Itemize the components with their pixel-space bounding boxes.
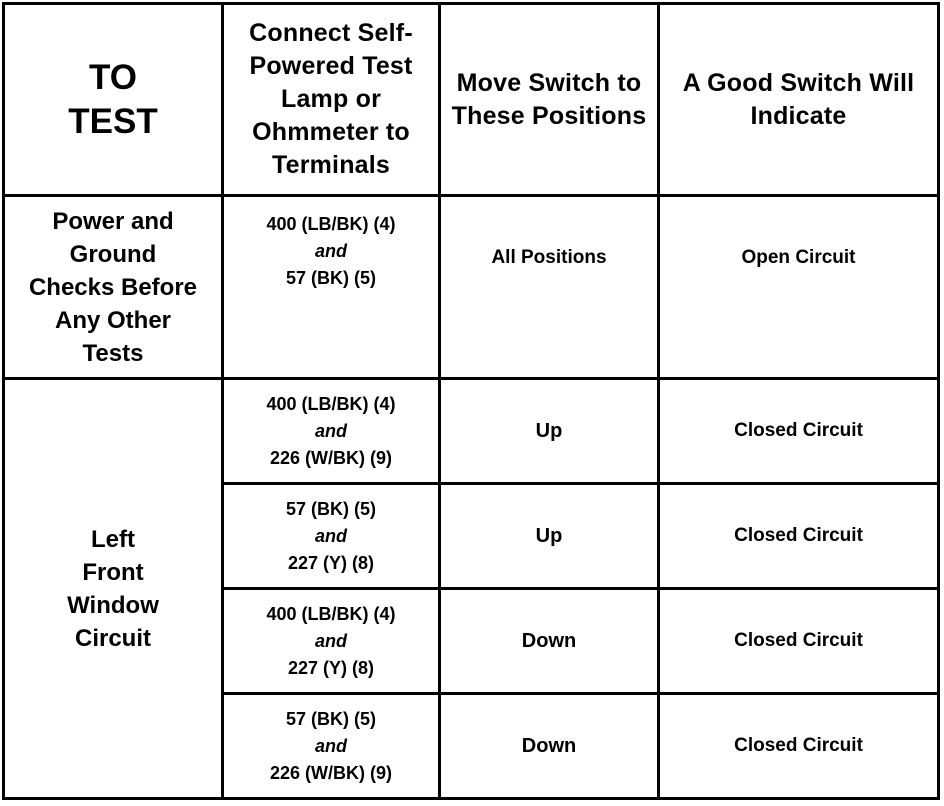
switch-test-table-frame bbox=[2, 2, 937, 799]
terminal-a: 57 (BK) (5) bbox=[285, 708, 376, 729]
terminal-conjunction: and bbox=[314, 735, 347, 756]
indication-cell: Open Circuit bbox=[659, 196, 939, 379]
table-row bbox=[4, 196, 939, 379]
terminal-b: 226 (W/BK) (9) bbox=[269, 762, 392, 783]
switch-test-table bbox=[2, 2, 940, 800]
terminals-cell bbox=[223, 694, 440, 799]
header-to-test-line1: TO bbox=[89, 57, 137, 97]
test-label-line: Front bbox=[82, 558, 144, 586]
header-connect-terminals: Connect Self-Powered Test Lamp or Ohmmeter to Terminals bbox=[223, 4, 440, 196]
header-row bbox=[4, 4, 939, 196]
test-label-line: Ground bbox=[69, 240, 157, 268]
test-label-power-ground bbox=[4, 196, 223, 379]
terminal-b: 226 (W/BK) (9) bbox=[269, 447, 392, 468]
terminal-conjunction: and bbox=[314, 420, 347, 441]
header-to-test-line2: TEST bbox=[68, 101, 158, 141]
terminal-conjunction: and bbox=[314, 525, 347, 546]
header-to-test bbox=[4, 4, 223, 196]
indication-cell: Closed Circuit bbox=[659, 379, 939, 484]
terminals-cell bbox=[223, 484, 440, 589]
switch-position-cell: Down bbox=[440, 589, 659, 694]
terminal-a: 57 (BK) (5) bbox=[285, 498, 376, 519]
switch-position-cell: Up bbox=[440, 484, 659, 589]
terminals-cell bbox=[223, 589, 440, 694]
terminal-a: 400 (LB/BK) (4) bbox=[266, 393, 396, 414]
test-label-line: Tests bbox=[82, 339, 144, 367]
switch-position-cell: Up bbox=[440, 379, 659, 484]
terminal-a: 400 (LB/BK) (4) bbox=[266, 214, 396, 234]
indication-cell: Closed Circuit bbox=[659, 589, 939, 694]
test-label-line: Any Other bbox=[54, 306, 171, 334]
test-label-line: Left bbox=[91, 525, 135, 553]
switch-position-cell: Down bbox=[440, 694, 659, 799]
test-label-line: Window bbox=[67, 591, 159, 619]
test-label-left-front-window bbox=[4, 379, 223, 799]
table-row bbox=[4, 379, 939, 484]
terminal-b: 57 (BK) (5) bbox=[285, 268, 376, 288]
header-switch-positions: Move Switch to These Positions bbox=[440, 4, 659, 196]
terminal-b: 227 (Y) (8) bbox=[287, 657, 375, 678]
terminals-cell bbox=[223, 379, 440, 484]
test-label-line: Circuit bbox=[74, 624, 151, 652]
terminal-b: 227 (Y) (8) bbox=[287, 552, 375, 573]
terminal-a: 400 (LB/BK) (4) bbox=[266, 603, 396, 624]
header-good-switch-indicates: A Good Switch Will Indicate bbox=[659, 4, 939, 196]
indication-cell: Closed Circuit bbox=[659, 694, 939, 799]
switch-position-cell: All Positions bbox=[440, 196, 659, 379]
terminal-conjunction: and bbox=[314, 241, 347, 261]
test-label-line: Power and bbox=[52, 207, 174, 235]
terminals-cell bbox=[223, 196, 440, 379]
terminal-conjunction: and bbox=[314, 630, 347, 651]
test-label-line: Checks Before bbox=[28, 273, 198, 301]
indication-cell: Closed Circuit bbox=[659, 484, 939, 589]
